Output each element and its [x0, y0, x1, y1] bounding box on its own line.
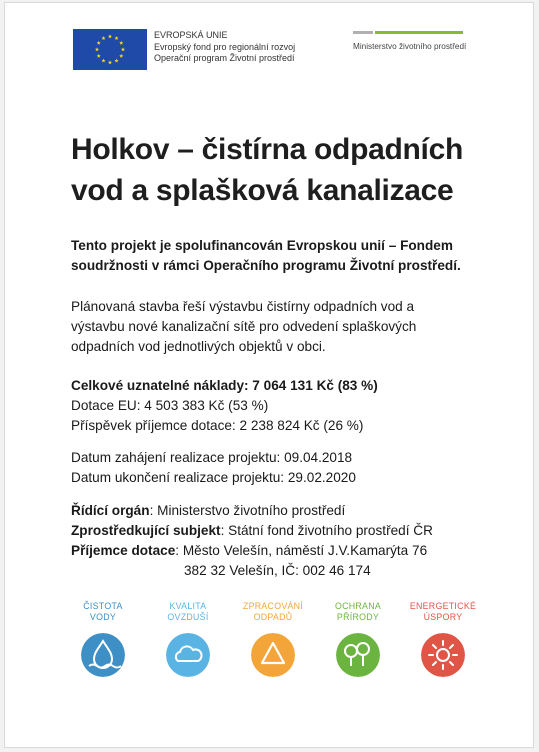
description-line: odpadních vod jednotlivých objektů v obci.	[71, 339, 326, 354]
title-line: vod a splašková kanalizace	[71, 174, 454, 207]
costs-block	[71, 376, 378, 436]
category-label: OCHRANA PŘÍRODY	[334, 601, 382, 622]
tree-icon	[336, 633, 380, 677]
end-date: Datum ukončení realizace projektu: 29.02.2020	[71, 470, 356, 485]
managing-authority-value: : Ministerstvo životního prostředí	[149, 503, 346, 518]
grant-recipient-label: Příjemce dotace	[71, 543, 176, 558]
intro-line: soudržnosti v rámci Operačního programu Životní prostředí.	[71, 258, 461, 273]
dates-block	[71, 448, 356, 488]
category-label: ZPRACOVÁNÍ ODPADŮ	[242, 601, 304, 622]
environment-categories	[68, 601, 480, 691]
intermediary-body-value: : Státní fond životního prostředí ČR	[220, 523, 433, 538]
cofinancing-statement	[71, 236, 461, 276]
ministry-logo-bars	[353, 31, 466, 34]
total-costs: Celkové uznatelné náklady: 7 064 131 Kč (83 %)	[71, 378, 378, 393]
category-waste-processing	[238, 601, 308, 682]
intermediary-body-label: Zprostředkující subjekt	[71, 523, 221, 538]
ministry-name: Ministerstvo životního prostředí	[353, 42, 467, 51]
entities-block	[71, 501, 433, 581]
category-water-quality	[68, 601, 138, 682]
category-label: ČISTOTA VODY	[83, 601, 123, 622]
poster-page	[4, 2, 534, 748]
project-description	[71, 297, 416, 357]
category-energy-savings	[408, 601, 478, 682]
cloud-icon	[166, 633, 210, 677]
eu-text-line: Operační program Životní prostředí	[154, 53, 295, 63]
eu-fund-text	[154, 30, 295, 65]
sun-icon	[421, 633, 465, 677]
start-date: Datum zahájení realizace projektu: 09.04.2018	[71, 450, 353, 465]
category-label: ENERGETICKÉ ÚSPORY	[409, 601, 477, 622]
eu-text-line: EVROPSKÁ UNIE	[154, 30, 228, 40]
title-line: Holkov – čistírna odpadních	[71, 133, 463, 166]
intro-line: Tento projekt je spolufinancován Evropskou unií – Fondem	[71, 238, 453, 253]
ministry-logo	[353, 31, 466, 51]
grant-recipient-value: : Město Velešín, náměstí J.V.Kamarýta 76	[175, 543, 428, 558]
eu-flag-icon	[73, 29, 147, 70]
managing-authority	[71, 501, 433, 521]
eu-text-line: Evropský fond pro regionální rozvoj	[154, 41, 296, 52]
recipient-contribution: Příspěvek příjemce dotace: 2 238 824 Kč (26 %)	[71, 418, 364, 433]
intermediary-body	[71, 521, 433, 541]
project-title	[71, 129, 463, 211]
description-line: Plánovaná stavba řeší výstavbu čistírny odpadních vod a	[71, 299, 415, 314]
grant-recipient-address: 382 32 Velešín, IČ: 002 46 174	[184, 563, 371, 578]
description-line: výstavbu nové kanalizační sítě pro odvedení splaškových	[71, 319, 417, 334]
category-label: KVALITA OVZDUŠÍ	[167, 601, 209, 622]
category-nature-protection	[323, 601, 393, 682]
grant-recipient	[71, 541, 433, 561]
managing-authority-label: Řídící orgán	[71, 503, 150, 518]
water-drop-icon	[81, 633, 125, 677]
category-air-quality	[153, 601, 223, 682]
eu-grant: Dotace EU: 4 503 383 Kč (53 %)	[71, 398, 269, 413]
recycle-triangle-icon	[251, 633, 295, 677]
